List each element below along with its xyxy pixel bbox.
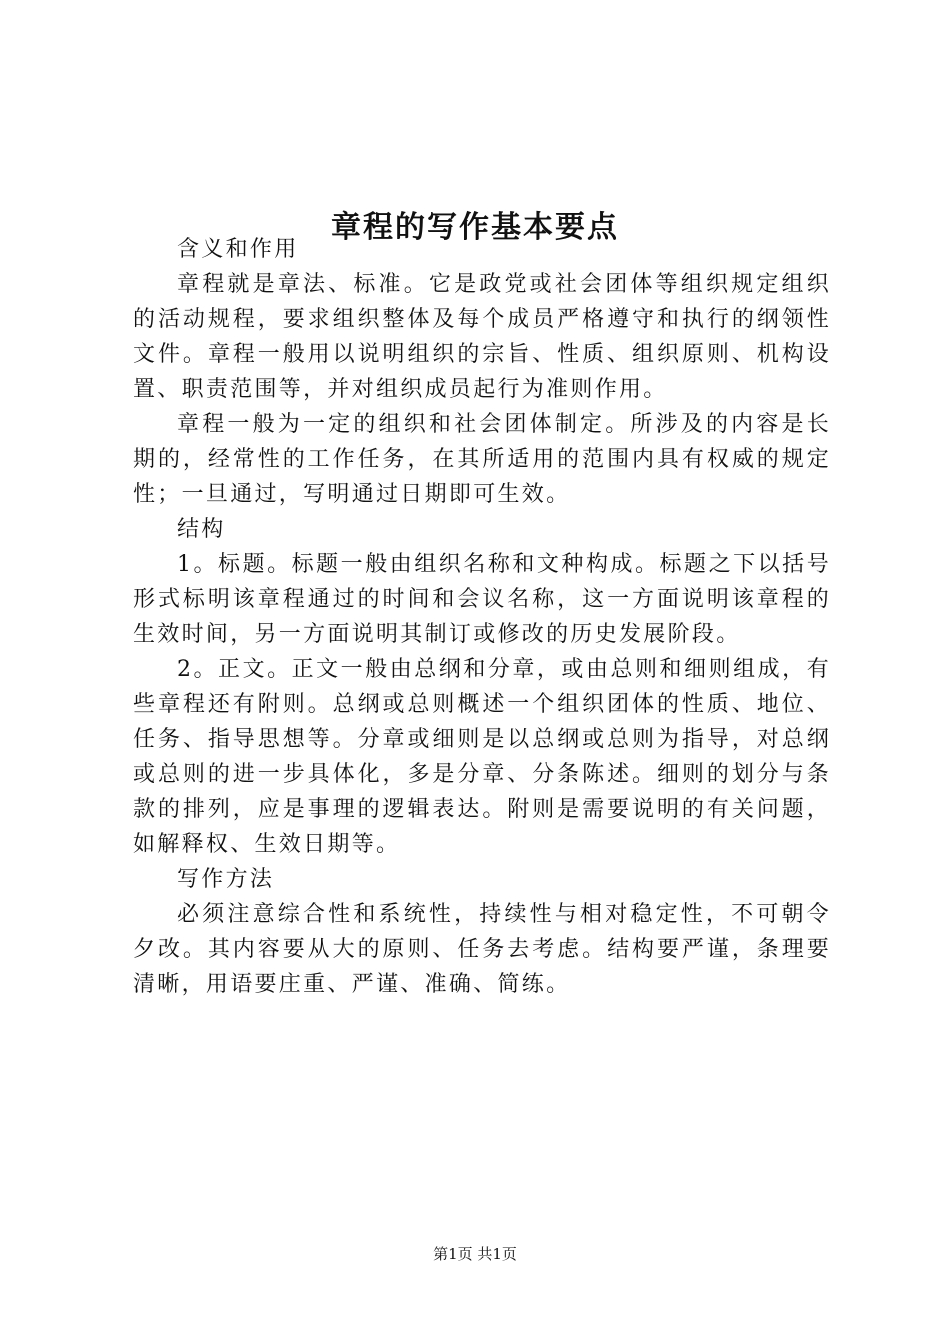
- page-footer: 第1页 共1页: [433, 1245, 517, 1263]
- paragraph-writing-method: 必须注意综合性和系统性，持续性与相对稳定性，不可朝令夕改。其内容要从大的原则、任务去考虑。结构要严谨，条理要清晰，用语要庄重、严谨、准确、简练。: [133, 902, 831, 997]
- paragraph-definition: 章程就是章法、标准。它是政党或社会团体等组织规定组织的活动规程，要求组织整体及每个成员严格遵守和执行的纲领性文件。章程一般用以说明组织的宗旨、性质、组织原则、机构设置、职责范围等，并对组织成员起行为准则作用。: [133, 272, 831, 402]
- section-heading-writing-method: 写作方法: [177, 867, 275, 892]
- document-body: [133, 232, 831, 1002]
- document-title: 章程的写作基本要点: [331, 210, 619, 246]
- section-heading-meaning: 含义和作用: [177, 237, 299, 262]
- section-heading-structure: 结构: [177, 517, 226, 542]
- paragraph-scope: 章程一般为一定的组织和社会团体制定。所涉及的内容是长期的，经常性的工作任务，在其所适用的范围内具有权威的规定性；一旦通过，写明通过日期即可生效。: [133, 412, 831, 507]
- paragraph-structure-title: 1。标题。标题一般由组织名称和文种构成。标题之下以括号形式标明该章程通过的时间和会议名称，这一方面说明该章程的生效时间，另一方面说明其制订或修改的历史发展阶段。: [133, 552, 831, 647]
- paragraph-structure-body: 2。正文。正文一般由总纲和分章，或由总则和细则组成，有些章程还有附则。总纲或总则概述一个组织团体的性质、地位、任务、指导思想等。分章或细则是以总纲或总则为指导，对总纲或总则的进一步具体化，多是分章、分条陈述。细则的划分与条款的排列，应是事理的逻辑表达。附则是需要说明的有关问题，如解释权、生效日期等。: [133, 657, 831, 857]
